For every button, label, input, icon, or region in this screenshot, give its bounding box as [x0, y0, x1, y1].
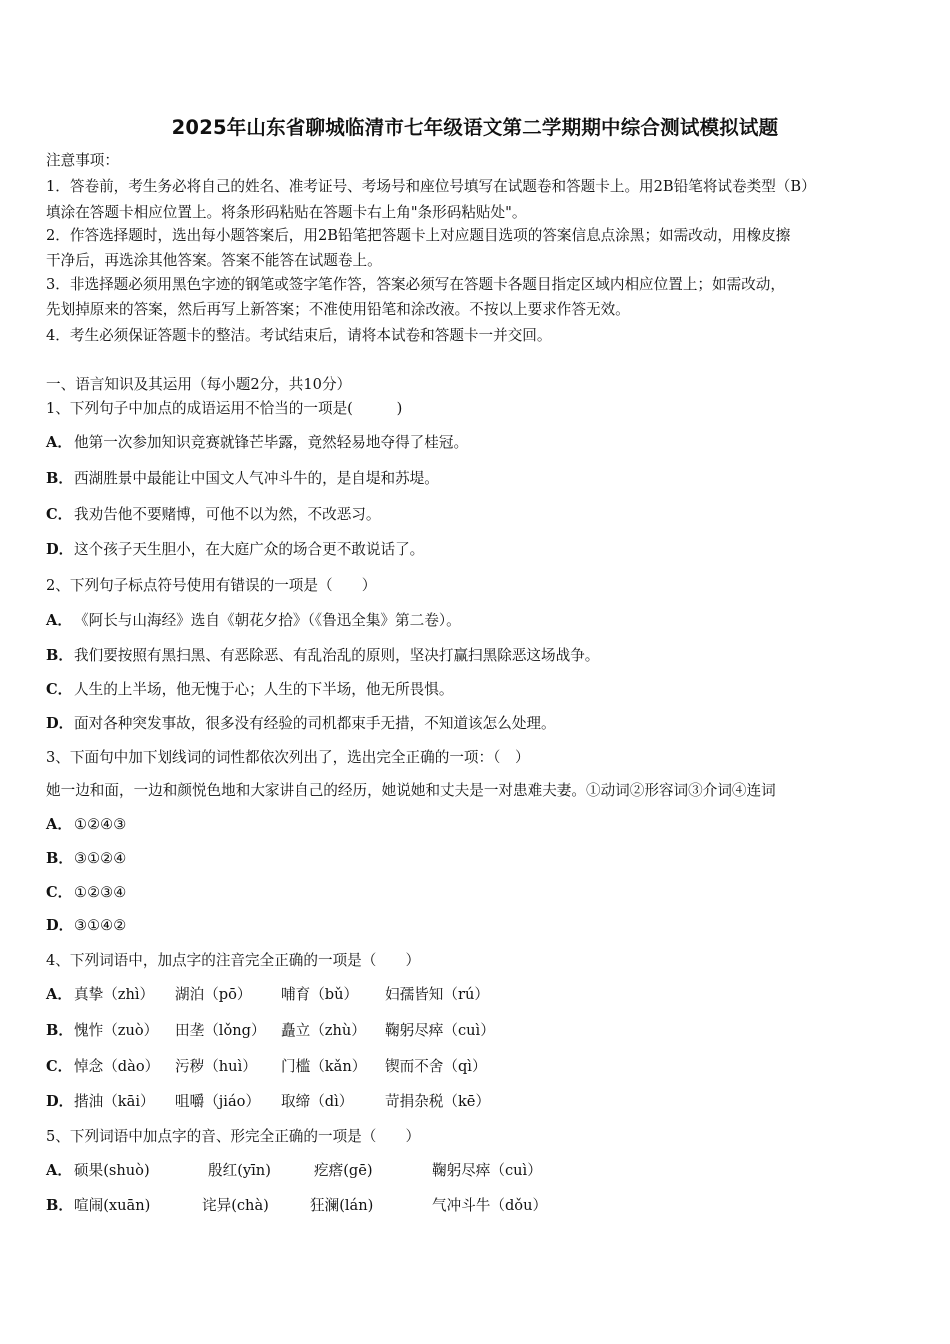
- page-title: 2025年山东省聊城临清市七年级语文第二学期期中综合测试模拟试题: [171, 116, 779, 139]
- option-d: [46, 916, 126, 936]
- option-word: 疙瘩(gē): [314, 1162, 373, 1179]
- option-label: B．: [46, 647, 73, 664]
- option-label: B．: [46, 1022, 73, 1039]
- question-stem: 2、下列句子标点符号使用有错误的一项是（ ）: [46, 577, 377, 594]
- option-word: 愧怍（zuò）: [74, 1022, 159, 1039]
- notice-line: 3．非选择题必须用黑色字迹的钢笔或签字笔作答，答案必须写在答题卡各题目指定区域内相应位置上；如需改动，: [46, 276, 785, 293]
- option-d: [46, 714, 556, 734]
- option-word: 气冲斗牛（dǒu）: [432, 1197, 548, 1214]
- question-stem: 4、下列词语中，加点字的注音完全正确的一项是（ ）: [46, 952, 421, 969]
- option-word: 狂澜(lán): [310, 1197, 374, 1214]
- option-label: D．: [46, 541, 74, 558]
- option-word: 门槛（kǎn）: [281, 1058, 367, 1075]
- option-text: 西湖胜景中最能让中国文人气冲斗牛的，是自堤和苏堤。: [74, 470, 439, 487]
- question-sentence: 她一边和面，一边和颜悦色地和大家讲自己的经历，她说她和丈夫是一对患难夫妻。①动词②形容词③介词④连词: [46, 782, 776, 799]
- option-text: 他第一次参加知识竞赛就锋芒毕露，竟然轻易地夺得了桂冠。: [74, 434, 469, 451]
- option-label: A．: [46, 434, 72, 451]
- option-b: [46, 1196, 547, 1216]
- option-word: 苛捐杂税（kē）: [385, 1093, 491, 1110]
- option-label: B．: [46, 1197, 73, 1214]
- option-label: B．: [46, 470, 73, 487]
- option-a: [46, 985, 489, 1005]
- option-a: [46, 611, 461, 631]
- option-b: [46, 469, 439, 489]
- option-a: [46, 433, 468, 453]
- option-text: 《阿长与山海经》选自《朝花夕拾》（《鲁迅全集》第二卷）。: [74, 612, 461, 629]
- option-b: [46, 1021, 495, 1041]
- option-word: 哺育（bǔ）: [281, 986, 359, 1003]
- option-text: 我劝告他不要赌博，可他不以为然，不改恶习。: [74, 506, 381, 523]
- notice-heading: 注意事项：: [46, 152, 119, 169]
- option-label: C．: [46, 681, 73, 698]
- option-word: 悼念（dào）: [74, 1058, 160, 1075]
- option-c: [46, 1057, 487, 1077]
- option-label: A．: [46, 986, 72, 1003]
- option-b: [46, 646, 599, 666]
- option-label: A．: [46, 1162, 72, 1179]
- option-text: ①②③④: [74, 884, 127, 901]
- option-word: 田垄（lǒng）: [175, 1022, 266, 1039]
- notice-line: 2．作答选择题时，选出每小题答案后，用2B铅笔把答题卡上对应题目选项的答案信息点涂黑；如需改动，用橡皮擦: [46, 227, 791, 244]
- option-label: C．: [46, 1058, 73, 1075]
- option-word: 取缔（dì）: [281, 1093, 354, 1110]
- option-word: 咀嚼（jiáo）: [175, 1093, 261, 1110]
- question-stem: 1、下列句子中加点的成语运用不恰当的一项是( ): [46, 400, 403, 417]
- option-word: 鞠躬尽瘁（cuì）: [385, 1022, 495, 1039]
- option-word: 诧异(chà): [202, 1197, 269, 1214]
- option-text: ③①②④: [74, 850, 127, 867]
- option-text: 面对各种突发事故，很多没有经验的司机都束手无措，不知道该怎么处理。: [74, 715, 556, 732]
- option-text: ③①④②: [74, 917, 127, 934]
- notice-line: 干净后，再选涂其他答案。答案不能答在试题卷上。: [46, 252, 382, 269]
- option-word: 喧闹(xuān): [74, 1197, 151, 1214]
- option-word: 硕果(shuò): [74, 1162, 150, 1179]
- option-word: 鞠躬尽瘁（cuì）: [432, 1162, 542, 1179]
- option-word: 妇孺皆知（rú）: [385, 986, 489, 1003]
- option-label: D．: [46, 1093, 74, 1110]
- option-word: 矗立（zhù）: [281, 1022, 366, 1039]
- option-label: A．: [46, 612, 72, 629]
- option-c: [46, 680, 453, 700]
- option-text: 我们要按照有黑扫黑、有恶除恶、有乱治乱的原则，坚决打赢扫黑除恶这场战争。: [74, 647, 600, 664]
- option-d: [46, 540, 424, 560]
- option-word: 真挚（zhì）: [74, 986, 155, 1003]
- option-label: C．: [46, 506, 73, 523]
- option-word: 湖泊（pō）: [175, 986, 252, 1003]
- option-label: C．: [46, 884, 73, 901]
- notice-line: 填涂在答题卡相应位置上。将条形码粘贴在答题卡右上角"条形码粘贴处"。: [46, 204, 527, 221]
- notice-line: 4．考生必须保证答题卡的整洁。考试结束后，请将本试卷和答题卡一并交回。: [46, 327, 552, 344]
- option-text: 这个孩子天生胆小，在大庭广众的场合更不敢说话了。: [74, 541, 425, 558]
- option-label: B．: [46, 850, 73, 867]
- option-word: 污秽（huì）: [175, 1058, 257, 1075]
- notice-line: 1．答卷前，考生务必将自己的姓名、准考证号、考场号和座位号填写在试题卷和答题卡上。用2B铅笔将试卷类型（B）: [46, 178, 816, 195]
- option-d: [46, 1092, 490, 1112]
- section-heading: 一、语言知识及其运用（每小题2分，共10分）: [46, 376, 352, 393]
- option-label: D．: [46, 917, 74, 934]
- option-a: [46, 1161, 542, 1181]
- question-stem: 3、下面句中加下划线词的词性都依次列出了，选出完全正确的一项：（ ）: [46, 749, 530, 766]
- option-text: 人生的上半场，他无愧于心；人生的下半场，他无所畏惧。: [74, 681, 454, 698]
- option-word: 揩油（kāi）: [74, 1093, 155, 1110]
- option-c: [46, 883, 126, 903]
- notice-line: 先划掉原来的答案，然后再写上新答案；不准使用铅笔和涂改液。不按以上要求作答无效。: [46, 301, 630, 318]
- option-word: 锲而不舍（qì）: [385, 1058, 487, 1075]
- option-b: [46, 849, 126, 869]
- option-text: ①②④③: [74, 816, 127, 833]
- option-label: A．: [46, 816, 72, 833]
- option-c: [46, 505, 380, 525]
- question-stem: 5、下列词语中加点字的音、形完全正确的一项是（ ）: [46, 1128, 421, 1145]
- option-a: [46, 815, 126, 835]
- option-label: D．: [46, 715, 74, 732]
- option-word: 殷红(yīn): [208, 1162, 271, 1179]
